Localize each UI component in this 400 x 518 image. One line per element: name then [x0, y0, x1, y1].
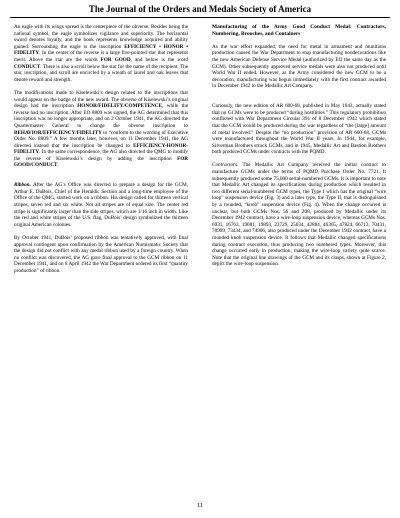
paragraph-ribbon: Ribbon. After the AG’s Office was directed to prepare a design for the GCM, Arthur E. DuBois, Chief of the Heraldic Section and a long-time employee of the Office of the QMG, started work on a ribbon. His design called for thirteen vertical stripes, seven red and six white. Not all stripes are of equal size. The center red stripe is significantly larger than the side stripes, which are 1/16 inch in width. Like the red and white stripes of the U.S. flag, DuBois’ design symbolized the thirteen original American colonies. [14, 182, 188, 228]
inscription-reverse: FOR GOOD/CONDUCT [14, 155, 189, 169]
header-rule [10, 17, 390, 18]
inscription-for-good: FOR GOOD [100, 56, 131, 63]
paragraph-regulation: Curiously, the new edition of AR 600-68, published in May 1943, actually stated that no GCMs were to be produced “during hostilities.” This regulatory prohibition conflicted with War Department Circular 391 of 8 December 1942 which stated that the GCM would be produced during the war regardless of “the [large] amount of metal involved.” Despite the “no production” provision of AR 600-68, GCMs were manufactured throughout the World War II years. In 1944, for example, Silverman Brothers struck GCMs, and in 1945, Medallic Art and Bastion Brothers both produced GCMs under contracts with the PQMD. [212, 103, 386, 156]
paragraph-modifications: The modifications made to Kiselewski’s design related to the inscriptions that would appear on the badge of the new award. The obverse of Kiselewski’s original design had the inscription HONOR/FIDELITY/COMPETENCE, while the reverse had no inscription. After EO 8809 was signed, the AG determined that this inscription was no longer appropriate, and on 2 October 1941, the AG directed the Quartermaster General to change the obverse inscription to BEHAVIOR/EFFICIENCY/FIDELITY to “conform to the wording of Executive Order No. 8809.” A few months later, however, on 11 December 1941, the AG directed instead that the inscription be changed to EFFICIENCY-HONOR-FIDELITY. In the same correspondence, the AG also directed the QMG to modify the reverse of Kiselewski’s design by adding the inscription FOR GOOD/CONDUCT. [14, 89, 189, 169]
paragraph-war-effort: As the war effort expanded, the need for metal in armament and munitions production caused the War Department to stop manufacturing nondecorations like the new American Defense Service Medal (authorized by EO the same day as the GCM). Other subsequently approved service medals were also not produced until World War II ended. However, as the Army considered the new GCM to be a decoration, manufacturing was begun immediately with the first contract awarded in December 1942 to the Medallic Art Company. [212, 43, 386, 90]
section-label-contractors: Contractors. [212, 162, 239, 169]
page-number: 11 [196, 502, 204, 509]
paragraph-obverse-reverse: An eagle with its wings spread is the centerpiece of the obverse. Besides being the national symbol, the eagle symbolizes vigilance and superiority. The horizontal sword denotes loyalty, and the book represents knowledge acquired and ability gained. Surrounding the eagle is the inscription EFFICIENCY • HONOR • FIDELITY. In the center of the reverse is a large five-pointed star that represents merit. Above the star are the words FOR GOOD, and below is the word CONDUCT. There is also a scroll below the star for the name of the recipient. The star, inscription, and scroll are encircled by a wreath of laurel and oak leaves that denote reward and strength. [14, 24, 189, 83]
paragraph-contractors: Contractors. The Medallic Art Company received the initial contract to manufacture GCMs under the terms of PQMD Purchase Order No. 7721. It subsequently produced some 75,000 serial-numbered GCMs. It is important to note that Medallic Art changed its specifications during production which resulted in two different serial-numbered GCM types, the Type I which has the original “wire loop” suspension device (Fig. 3) and a later type, the Type II, that is distinguished by a rounded, “knob” suspension device (Fig. 4). When the change occurred is unclear, but both GCMs Nos. 56 and 208, produced by Medallic under its December 1942 contract, have a wire-loop suspension device, whereas GCMs Nos. 6931, 16763, 19081, 19893, 23729, 25034, 42884, 46365, 47824, 66713, 70431, 70999, 73434, and 74906, also produced under the December 1942 contract, have a rounded knob suspension device. It follows that Medallic changed specifications during contract execution, thus producing two numbered types. Moreover, this change occurred early in production, making the wire-loop variety quite scarce. Note that the original line drawings of the GCM and its clasps, shown at Figure 2, depict the wire-loop suspension. [212, 162, 386, 268]
inscription-behavior: BEHAVIOR/EFFICIENCY/FIDELITY [14, 129, 102, 136]
inscription-motto: EFFICIENCY • HONOR • FIDELITY [14, 43, 189, 57]
inscription-final: EFFICIENCY-HONOR-FIDELITY [14, 142, 188, 156]
left-column [14, 24, 188, 281]
section-heading-manufacturing: Manufacturing of the Army Good Conduct Medal: Contractors, Numbering, Brooches, and Containers [212, 24, 386, 37]
right-column [212, 24, 386, 275]
paragraph-ribbon-approval: By October 1941, DuBois’ proposed ribbon was tentatively approved, with final approval contingent upon confirmation by the American Numismatic Society that the design did not conflict with any medal ribbon used by a foreign country. When no conflict was discovered, the AG gave final approval to the GCM ribbon on 11 December 1941, and on 8 April 1942 the War Department ordered its first “quantity production” of ribbon. [14, 235, 188, 274]
spacer [212, 37, 386, 44]
inscription-original: HONOR/FIDELITY/COMPETENCE [77, 103, 162, 110]
inscription-conduct: CONDUCT [14, 63, 41, 70]
running-header: The Journal of the Orders and Medals Society of America [88, 4, 312, 14]
section-label-ribbon: Ribbon. [14, 182, 31, 189]
